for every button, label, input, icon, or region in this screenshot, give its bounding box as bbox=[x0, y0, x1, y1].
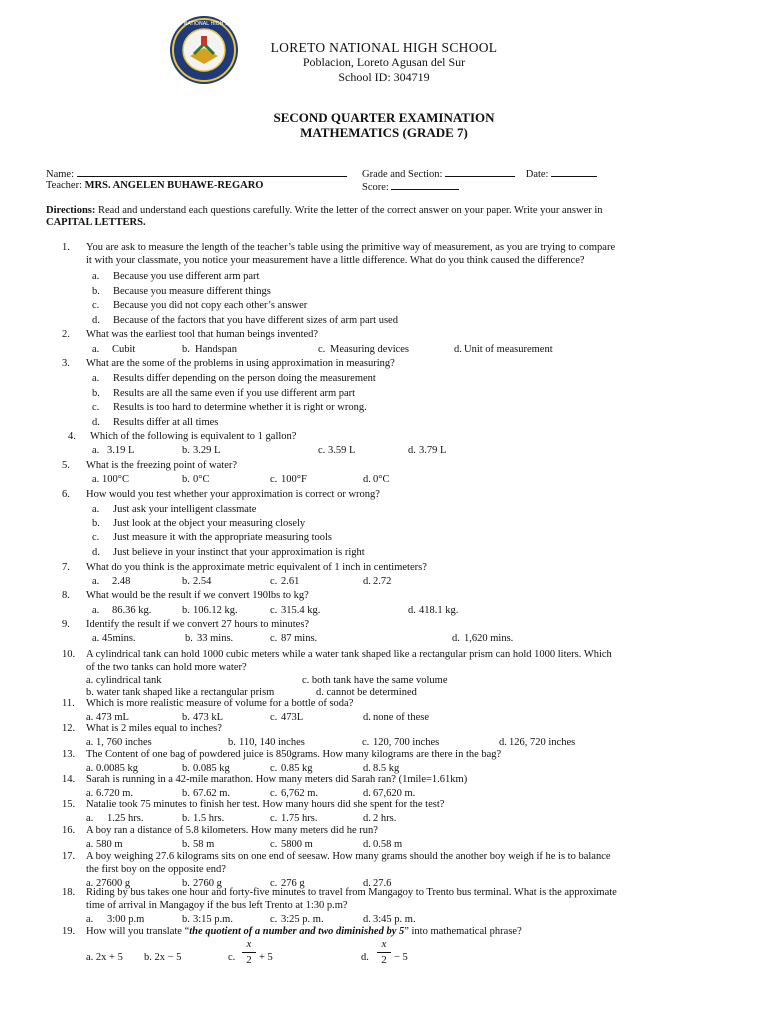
choice-letter: b. bbox=[228, 737, 236, 748]
choice-text: 87 mins. bbox=[281, 633, 318, 644]
directions-emphasis: CAPITAL LETTERS. bbox=[46, 217, 146, 228]
question-number: 8. bbox=[62, 590, 70, 601]
choice-letter: a. bbox=[86, 737, 94, 748]
teacher-label: Teacher: bbox=[46, 180, 82, 191]
choice: b. water tank shaped like a rectangular prism bbox=[86, 687, 275, 698]
question-text: What was the earliest tool that human beings invented? bbox=[86, 329, 319, 340]
choice-text: 58 m bbox=[193, 839, 215, 850]
choice-letter: d. bbox=[363, 878, 371, 889]
choice-text: Just look at the object your measuring closely bbox=[113, 518, 306, 529]
choice-text: 0°C bbox=[193, 474, 210, 485]
choice-text: 473 mL bbox=[96, 712, 129, 723]
choice-letter: b. bbox=[182, 763, 190, 774]
choice-letter: b. bbox=[182, 445, 190, 456]
choice-text: 3.59 L bbox=[328, 445, 356, 456]
question-number: 11. bbox=[62, 698, 75, 709]
choice-text: 120, 700 inches bbox=[373, 737, 440, 748]
exam-title: SECOND QUARTER EXAMINATION bbox=[273, 110, 495, 125]
choice-text: 473 kL bbox=[193, 712, 224, 723]
choice-letter: a. bbox=[92, 576, 100, 587]
choice: a. 2x + 5 bbox=[86, 952, 123, 963]
choice-letter: b. bbox=[182, 788, 190, 799]
choice-text: Because of the factors that you have different sizes of arm part used bbox=[113, 315, 398, 326]
choice-text: 0°C bbox=[373, 474, 390, 485]
choice-text: 2 hrs. bbox=[373, 813, 397, 824]
choice-letter: c. bbox=[270, 576, 278, 587]
choice-letter: c. bbox=[228, 952, 236, 963]
question-text: it with your classmate, you notice your measurement have a little difference. What do you think caused the difference? bbox=[86, 255, 585, 266]
choice-letter: c. bbox=[270, 914, 278, 925]
choice-text: Measuring devices bbox=[330, 344, 410, 355]
choice-letter: d. bbox=[363, 813, 371, 824]
question-number: 6. bbox=[62, 489, 70, 500]
fraction-denominator: 2 bbox=[246, 954, 252, 966]
choice-text: 67,620 m. bbox=[373, 788, 416, 799]
choice-letter: d. bbox=[363, 788, 371, 799]
fraction bbox=[242, 938, 256, 968]
choice-text: Unit of measurement bbox=[464, 344, 553, 355]
choice-text: 67.62 m. bbox=[193, 788, 231, 799]
choice-text: Cubit bbox=[112, 344, 136, 355]
question-number: 18. bbox=[62, 887, 76, 898]
choice-text: 3.19 L bbox=[107, 445, 135, 456]
teacher-field bbox=[46, 179, 263, 192]
choice-text: 33 mins. bbox=[197, 633, 234, 644]
choice-text: Just measure it with the appropriate measuring tools bbox=[113, 532, 332, 543]
directions-text: Read and understand each questions carefully. Write the letter of the correct answer on your paper. Write your answer in bbox=[98, 205, 603, 216]
choice-text: 3:00 p.m bbox=[107, 914, 145, 925]
question-number: 4. bbox=[68, 431, 76, 442]
choice-text: none of these bbox=[373, 712, 429, 723]
teacher-name: MRS. ANGELEN BUHAWE-REGARO bbox=[84, 180, 264, 191]
question-text-part: ” into mathematical phrase? bbox=[404, 926, 522, 937]
choice-letter: a. bbox=[92, 605, 100, 616]
choice-text: 3.79 L bbox=[419, 445, 447, 456]
choice-letter: c. bbox=[270, 839, 278, 850]
choice-letter: c. bbox=[92, 532, 100, 543]
choice-letter: a. bbox=[86, 914, 94, 925]
choice-letter: a. bbox=[86, 813, 94, 824]
choice-text: 1,620 mins. bbox=[464, 633, 514, 644]
choice-letter: c. bbox=[270, 633, 278, 644]
school-id: School ID: 304719 bbox=[338, 70, 430, 84]
question-text: Riding by bus takes one hour and forty-five minutes to travel from Mangagoy to Trento bus terminal. What is the approximate bbox=[86, 887, 617, 898]
question-text: Which is more realistic measure of volume for a bottle of soda? bbox=[86, 698, 354, 709]
choice-letter: b. bbox=[182, 605, 190, 616]
choice-letter: c. bbox=[318, 445, 326, 456]
svg-text:LORETO NATIONAL HIGH SCHOOL: LORETO NATIONAL HIGH SCHOOL bbox=[161, 21, 247, 27]
choice-text: 473L bbox=[281, 712, 304, 723]
choice-text: 1.75 hrs. bbox=[281, 813, 318, 824]
choice-letter: c. bbox=[92, 300, 100, 311]
choice-letter: d. bbox=[408, 605, 416, 616]
question-text: What would be the result if we convert 190lbs to kg? bbox=[86, 590, 309, 601]
choice-letter: a. bbox=[86, 878, 94, 889]
question-text: A cylindrical tank can hold 1000 cubic meters while a water tank shaped like a rectangular prism can hold 1000 liters. Which bbox=[86, 649, 612, 660]
exam-subject: MATHEMATICS (GRADE 7) bbox=[300, 125, 468, 140]
choice-text: 1, 760 inches bbox=[96, 737, 152, 748]
choice-letter: a. bbox=[92, 445, 100, 456]
choice-text: 27600 g bbox=[96, 878, 131, 889]
grade-label: Grade and Section: bbox=[362, 169, 443, 180]
choice-text: Because you measure different things bbox=[113, 286, 271, 297]
question-text: Natalie took 75 minutes to finish her test. How many hours did she spent for the test? bbox=[86, 799, 445, 810]
choice-letter: c. bbox=[270, 788, 278, 799]
choice-text: 6.720 m. bbox=[96, 788, 134, 799]
choice: c. both tank have the same volume bbox=[302, 675, 448, 686]
choice-text: 110, 140 inches bbox=[239, 737, 305, 748]
choice-letter: b. bbox=[182, 576, 190, 587]
fraction-bar bbox=[242, 952, 256, 953]
score-field bbox=[362, 179, 459, 194]
choice-letter: c. bbox=[92, 402, 100, 413]
question-text: The Content of one bag of powdered juice is 850grams. How many kilograms are there in the bag? bbox=[86, 749, 502, 760]
choice-text: 3:15 p.m. bbox=[193, 914, 233, 925]
choice-letter: c. bbox=[270, 878, 278, 889]
question-text: time of arrival in Mangagoy if the bus left Trento at 1:30 p.m? bbox=[86, 900, 348, 911]
fraction-bar bbox=[377, 952, 391, 953]
choice-text: 126, 720 inches bbox=[509, 737, 576, 748]
choice-letter: a. bbox=[86, 763, 94, 774]
choice-letter: d. bbox=[363, 474, 371, 485]
choice-text: 45mins. bbox=[102, 633, 136, 644]
choice-letter: d. bbox=[92, 417, 100, 428]
directions-label: Directions: bbox=[46, 205, 96, 216]
choice-text: Results differ depending on the person doing the measurement bbox=[113, 373, 376, 384]
date-label: Date: bbox=[525, 169, 549, 180]
choice-letter: a. bbox=[86, 712, 94, 723]
choice: a. cylindrical tank bbox=[86, 675, 162, 686]
question-text: Which of the following is equivalent to 1 gallon? bbox=[90, 431, 297, 442]
choice-text: 106.12 kg. bbox=[193, 605, 238, 616]
fraction-denominator: 2 bbox=[381, 954, 387, 966]
choice-text: + 5 bbox=[259, 952, 273, 963]
question-text: How would you test whether your approximation is correct or wrong? bbox=[86, 489, 380, 500]
choice-letter: c. bbox=[270, 474, 278, 485]
choice-letter: b. bbox=[182, 344, 190, 355]
school-name: LORETO NATIONAL HIGH SCHOOL bbox=[270, 40, 498, 55]
choice-letter: c. bbox=[318, 344, 326, 355]
choice-text: 1.5 hrs. bbox=[193, 813, 225, 824]
choice-text: 418.1 kg. bbox=[419, 605, 459, 616]
choice-text: 2.72 bbox=[373, 576, 392, 587]
choice-letter: c. bbox=[362, 737, 370, 748]
grade-blank bbox=[445, 166, 515, 177]
choice-letter: c. bbox=[270, 712, 278, 723]
choice-text: Results are all the same even if you use different arm part bbox=[113, 388, 356, 399]
choice-text: Results is too hard to determine whether it is right or wrong. bbox=[113, 402, 367, 413]
choice-letter: d. bbox=[499, 737, 507, 748]
choice-letter: d. bbox=[361, 952, 369, 963]
question-number: 17. bbox=[62, 851, 76, 862]
fraction bbox=[377, 938, 391, 968]
choice-letter: b. bbox=[185, 633, 193, 644]
choice-letter: d. bbox=[363, 839, 371, 850]
choice-letter: b. bbox=[182, 712, 190, 723]
question-number: 3. bbox=[62, 358, 70, 369]
choice-letter: b. bbox=[182, 839, 190, 850]
choice-text: Handspan bbox=[195, 344, 237, 355]
question-text: A boy ran a distance of 5.8 kilometers. How many meters did he run? bbox=[86, 825, 378, 836]
choice-text: Just ask your intelligent classmate bbox=[113, 504, 257, 515]
choice-text: 0.85 kg bbox=[281, 763, 313, 774]
fraction-numerator: x bbox=[381, 938, 387, 950]
choice-text: 276 g bbox=[281, 878, 305, 889]
choice-text: 100°C bbox=[102, 474, 129, 485]
question-number: 1. bbox=[62, 242, 70, 253]
question-number: 10. bbox=[62, 649, 76, 660]
question-number: 16. bbox=[62, 825, 76, 836]
name-label: Name: bbox=[46, 169, 74, 180]
choice-text: 580 m bbox=[96, 839, 123, 850]
choice-letter: c. bbox=[270, 605, 278, 616]
choice-text: 0.58 m bbox=[373, 839, 403, 850]
question-number: 19. bbox=[62, 926, 76, 937]
choice-text: 5800 m bbox=[281, 839, 313, 850]
question-number: 13. bbox=[62, 749, 76, 760]
choice-letter: b. bbox=[182, 914, 190, 925]
question-number: 14. bbox=[62, 774, 76, 785]
choice-text: 0.0085 kg bbox=[96, 763, 138, 774]
choice-letter: b. bbox=[92, 286, 100, 297]
choice-letter: d. bbox=[363, 763, 371, 774]
choice-letter: a. bbox=[92, 373, 100, 384]
choice-text: 2.48 bbox=[112, 576, 131, 587]
question-text: A boy weighing 27.6 kilograms sits on one end of seesaw. How many grams should the another boy weigh if he is to balance bbox=[86, 851, 611, 862]
choice-letter: d. bbox=[408, 445, 416, 456]
choice-letter: b. bbox=[92, 518, 100, 529]
question-text: What are the some of the problems in using approximation in measuring? bbox=[86, 358, 395, 369]
choice-letter: b. bbox=[92, 388, 100, 399]
choice-letter: a. bbox=[92, 633, 100, 644]
choice-text: 1.25 hrs. bbox=[107, 813, 144, 824]
choice-letter: b. bbox=[182, 474, 190, 485]
choice-text: 3:25 p. m. bbox=[281, 914, 324, 925]
choice-text: 2.54 bbox=[193, 576, 212, 587]
question-number: 5. bbox=[62, 460, 70, 471]
choice-text: 86.36 kg. bbox=[112, 605, 152, 616]
question-text: Sarah is running in a 42-mile marathon. How many meters did Sarah ran? (1mile=1.61km) bbox=[86, 774, 468, 785]
choice-letter: c. bbox=[270, 813, 278, 824]
choice-text: 3.29 L bbox=[193, 445, 221, 456]
choice: b. 2x − 5 bbox=[144, 952, 182, 963]
question-number: 15. bbox=[62, 799, 76, 810]
question-text: What is 2 miles equal to inches? bbox=[86, 723, 222, 734]
choice-text: 100°F bbox=[281, 474, 307, 485]
choice-letter: c. bbox=[270, 763, 278, 774]
fraction-numerator: x bbox=[246, 938, 252, 950]
question-number: 7. bbox=[62, 562, 70, 573]
question-text-part: How will you translate “ bbox=[86, 926, 190, 937]
question-emphasis-phrase: the quotient of a number and two diminished by 5 bbox=[189, 926, 405, 937]
name-blank bbox=[77, 166, 347, 177]
choice-letter: a. bbox=[86, 788, 94, 799]
question-number: 12. bbox=[62, 723, 76, 734]
question-number: 2. bbox=[62, 329, 70, 340]
choice-text: 2760 g bbox=[193, 878, 222, 889]
choice-text: Just believe in your instinct that your approximation is right bbox=[113, 547, 365, 558]
choice-letter: d. bbox=[363, 576, 371, 587]
choice-letter: d. bbox=[92, 315, 100, 326]
choice-text: Because you did not copy each other’s answer bbox=[113, 300, 308, 311]
choice-letter: a. bbox=[86, 839, 94, 850]
choice-text: 6,762 m. bbox=[281, 788, 319, 799]
choice-text: 0.085 kg bbox=[193, 763, 230, 774]
choice-text: 8.5 kg bbox=[373, 763, 400, 774]
choice-letter: d. bbox=[363, 712, 371, 723]
choice-letter: d. bbox=[452, 633, 460, 644]
choice-text: 27.6 bbox=[373, 878, 392, 889]
choice-letter: d. bbox=[92, 547, 100, 558]
question-text: the first boy on the opposite end? bbox=[86, 864, 226, 875]
choice-text: − 5 bbox=[394, 952, 408, 963]
school-address: Poblacion, Loreto Agusan del Sur bbox=[302, 55, 466, 69]
choice-text: Because you use different arm part bbox=[113, 271, 260, 282]
question-text: What is the freezing point of water? bbox=[86, 460, 238, 471]
choice-text: 315.4 kg. bbox=[281, 605, 321, 616]
date-blank bbox=[551, 166, 597, 177]
score-blank bbox=[391, 179, 459, 190]
question-number: 9. bbox=[62, 619, 70, 630]
choice-letter: b. bbox=[182, 813, 190, 824]
choice: d. cannot be determined bbox=[316, 687, 417, 698]
choice-letter: a. bbox=[92, 474, 100, 485]
choice-letter: b. bbox=[182, 878, 190, 889]
choice-letter: d. bbox=[454, 344, 462, 355]
question-text: What do you think is the approximate metric equivalent of 1 inch in centimeters? bbox=[86, 562, 427, 573]
choice-letter: a. bbox=[92, 344, 100, 355]
choice-text: 2.61 bbox=[281, 576, 300, 587]
choice-text: 3:45 p. m. bbox=[373, 914, 416, 925]
question-text: of the two tanks can hold more water? bbox=[86, 662, 247, 673]
score-label: Score: bbox=[362, 182, 389, 193]
question-text: You are ask to measure the length of the teacher’s table using the primitive way of measurement, as you are trying to compare bbox=[86, 242, 616, 253]
choice-text: Results differ at all times bbox=[113, 417, 219, 428]
question-text bbox=[86, 925, 522, 938]
choice-letter: a. bbox=[92, 271, 100, 282]
choice-letter: d. bbox=[363, 914, 371, 925]
choice-letter: a. bbox=[92, 504, 100, 515]
question-text: Identify the result if we convert 27 hours to minutes? bbox=[86, 619, 310, 630]
